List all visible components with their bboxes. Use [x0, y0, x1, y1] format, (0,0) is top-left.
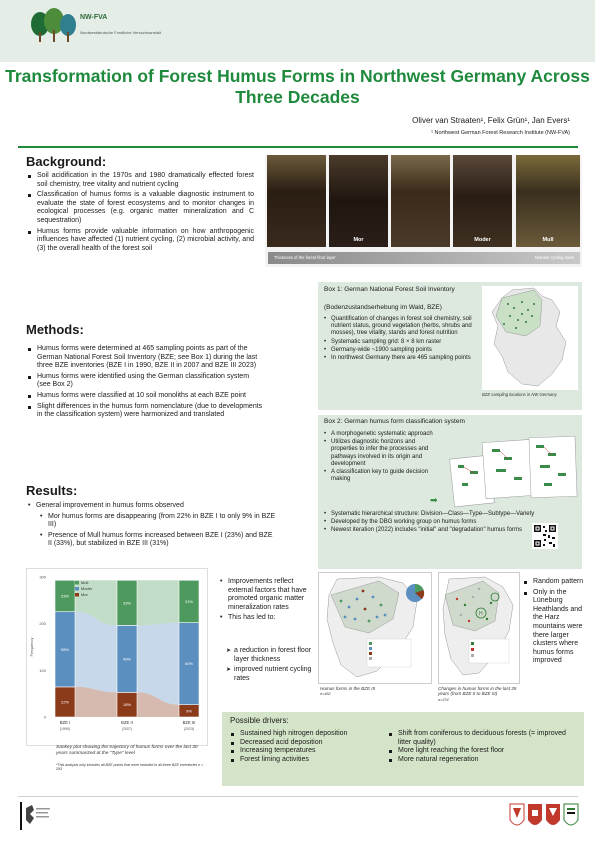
humus-photo-strip [265, 155, 582, 267]
x-tick-year: (1990) [59, 727, 71, 731]
box2-item: • A morphogenetic systematic approach [324, 431, 442, 438]
data-label: 33% [122, 600, 132, 606]
legend-swatch [75, 587, 79, 591]
data-label: 60% [184, 661, 194, 667]
trees-logo-icon [30, 8, 78, 44]
driver-item: Shift from coniferous to deciduous forests (= improved litter quality) [388, 730, 580, 747]
arrow-right-label: Nutrient cycling rates [534, 255, 574, 260]
humus-photo [453, 155, 512, 247]
box2 [318, 415, 582, 569]
y-axis-label: Frequency [29, 637, 34, 657]
humus-photo [329, 155, 388, 247]
sankey-chart [26, 568, 208, 746]
y-tick-label: 0 [43, 714, 46, 720]
driver-item: Increasing temperatures [230, 747, 390, 756]
gradient-arrow [268, 252, 580, 264]
x-tick-label: BZE I [59, 720, 71, 725]
improvements-sub-list [224, 647, 318, 685]
photo-label: Moder [474, 237, 491, 243]
state-crests-icon [508, 802, 584, 834]
sankey-flow [137, 580, 179, 625]
improvements-list [218, 578, 318, 625]
map-left-caption: Humus forms in the BZE III [320, 686, 376, 691]
org-subtitle: Nordwestdeutsche Forstliche Versuchsanstalt [80, 30, 161, 35]
map-right-n: n=374 [438, 698, 449, 702]
driver-item: Decreased acid deposition [230, 739, 390, 748]
data-label: 18% [122, 702, 132, 708]
authors: Oliver van Straaten¹, Felix Grün¹, Jan Evers¹ [412, 116, 570, 125]
box1-item: • Systematic sampling grid: 8 × 8 km raster [324, 339, 484, 346]
driver-item: Sustained high nitrogen deposition [230, 730, 390, 739]
box2-title: Box 2: German humus form classification system [324, 418, 465, 425]
affiliation: ¹ Northwest German Forest Research Institute (NW-FVA) [431, 130, 570, 136]
map-humus-forms [318, 572, 432, 684]
driver-item: More light reaching the forest floor [388, 747, 580, 756]
data-label: 22% [60, 699, 70, 705]
drivers-right-list [388, 730, 580, 764]
box1 [318, 282, 582, 410]
improvements-sub: ➤ a reduction in forest floor layer thickness [224, 647, 318, 664]
box1-list [324, 316, 484, 363]
box2-item: • Utilizes diagnostic horizons and properties to infer the processes and pathways involved in its origin and development [324, 439, 442, 468]
background-item: Humus forms provide valuable information on how anthropogenic influences have affected (1) nutrient cycling, (2) microbial activity, and (3) the overall health of the forest soil [26, 228, 254, 254]
methods-item: Humus forms were determined at 465 sampling points as part of the German National Forest Soil Inventory (BZE; see Box 1) during the last three BZE inventories (BZE I in 1990, BZE II in 2007 and BZE III 2023) [26, 345, 264, 371]
driver-item: More natural regeneration [388, 756, 580, 765]
legend-label: Mull [81, 580, 89, 586]
humus-photo [267, 155, 326, 247]
background-item: Soil acidification in the 1970s and 1980 dramatically effected forest soil chemistry, tree vitality and nutrient cycling [26, 172, 254, 189]
title-divider [18, 146, 578, 148]
data-label: 9% [186, 708, 192, 714]
box1-map-caption: BZE sampling locations in NW Germany [482, 392, 557, 397]
arrow-left-label: Thickness of the forest floor layer [274, 255, 336, 260]
x-tick-year: (2023) [183, 727, 195, 731]
methods-item: Slight differences in the humus form nomenclature (due to developments in the classification system) were harmonized and translated [26, 403, 264, 420]
legend-label: Mor [81, 592, 88, 598]
improvements-item: • This has led to: [218, 614, 318, 623]
results-heading: Results: [26, 483, 78, 498]
chart-caption: Sankey plot showing the trajectory of humus forms over the last 30 years summarized at the "Type" level [56, 745, 198, 756]
data-label: 23% [60, 593, 70, 599]
results-sub: • Mor humus forms are disappearing (from 22% in BZE I to only 9% in BZE III) [38, 513, 276, 530]
map-humus-changes [438, 572, 520, 684]
box2-item: • Developed by the DBG working group on humus forms [324, 519, 524, 526]
map-right-caption: Changes in humus forms in the last 35 years (from BZE II to BZE III) [438, 686, 517, 696]
qr-code-icon[interactable] [532, 523, 558, 549]
org-name: NW-FVA [80, 14, 108, 21]
federal-eagle-logo-icon [20, 802, 52, 832]
box1-item: • Germany-wide ~1900 sampling points [324, 347, 484, 354]
box2-item: • Systematic hierarchical structure: Division—Class—Type—Subtype—Variety [324, 511, 576, 518]
methods-list [26, 345, 264, 422]
legend-label: Moder [81, 586, 93, 592]
box2-item: • A classification key to guide decision making [324, 469, 442, 483]
box1-item: • In northwest Germany there are 465 sampling points [324, 355, 484, 362]
photo-label: Mull [542, 237, 554, 243]
box2-list [324, 431, 442, 484]
map-left-n: n=462 [320, 692, 331, 696]
arrow-right-icon: ➡ [430, 495, 438, 505]
x-tick-year: (2007) [121, 727, 133, 731]
methods-heading: Methods: [26, 322, 84, 337]
improvements-item: • Improvements reflect external factors that have promoted organic matter mineralization rates [218, 578, 318, 612]
map-finding: Only in the Lüneburg Heathlands and the Harz mountains were there larger clusters where humus forms improved [522, 589, 588, 666]
y-tick-label: 300 [39, 574, 46, 580]
box1-subtitle: (Bodenzustandserhebung im Wald, BZE) [324, 304, 442, 311]
drivers-heading: Possible drivers: [230, 716, 289, 725]
methods-item: Humus forms were identified using the German classification system (see Box 2) [26, 373, 264, 390]
box2-item: • Newest iteration (2022) includes "initial" and "degradation" humus forms [324, 527, 524, 534]
map-finding: Random pattern [522, 578, 588, 587]
results-list [26, 502, 276, 551]
results-sub: • Presence of Mull humus forms increased between BZE I (23%) and BZE II (33%), but stabilized in BZE III (31%) [38, 532, 276, 549]
box1-item: • Quantification of changes in forest soil chemistry, soil nutrient status, ground vegetation (herbs, shrubs and mosses), tree vitality, stands and forest nutrition [324, 316, 484, 338]
methods-item: Humus forms were classified at 10 soil monoliths at each BZE point [26, 392, 264, 401]
x-tick-label: BZE III [182, 720, 196, 725]
map-findings-list [522, 578, 588, 668]
data-label: 31% [184, 598, 194, 604]
box1-title: Box 1: German National Forest Soil Inventory [324, 286, 455, 293]
background-item: Classification of humus forms is a valuable diagnostic instrument to evaluate the state of forest ecosystems and to monitor changes in ecological processes (e.g. organic matter mineralization and C sequestration) [26, 191, 254, 225]
sankey-flow [137, 623, 179, 705]
humus-photo [391, 155, 450, 247]
chart-svg [27, 569, 209, 747]
germany-map [482, 286, 578, 390]
data-label: 49% [122, 656, 132, 662]
poster-title: Transformation of Forest Humus Forms in Northwest Germany Across Three Decades [5, 66, 590, 107]
background-list [26, 172, 254, 255]
x-tick-label: BZE II [121, 720, 133, 725]
data-label: 55% [60, 646, 70, 652]
y-tick-label: 200 [39, 621, 46, 627]
drivers-box [222, 712, 584, 786]
y-tick-label: 100 [39, 667, 46, 673]
background-heading: Background: [26, 154, 107, 169]
humus-photo [516, 155, 580, 247]
drivers-left-list [230, 730, 390, 764]
chart-footnote: *This analysis only includes all BZE points that were included in all three BZE inventories n = 293 [56, 763, 204, 772]
legend-swatch [75, 593, 79, 597]
legend-swatch [75, 581, 79, 585]
svg-text:H: H [479, 611, 483, 617]
footer-divider [18, 796, 578, 797]
improvements-sub: ➤ improved nutrient cycling rates [224, 666, 318, 683]
results-general: • General improvement in humus forms observed [26, 502, 276, 511]
classification-key-diagram [444, 433, 578, 509]
driver-item: Forest liming activities [230, 756, 390, 765]
photo-label: Mor [353, 237, 364, 243]
